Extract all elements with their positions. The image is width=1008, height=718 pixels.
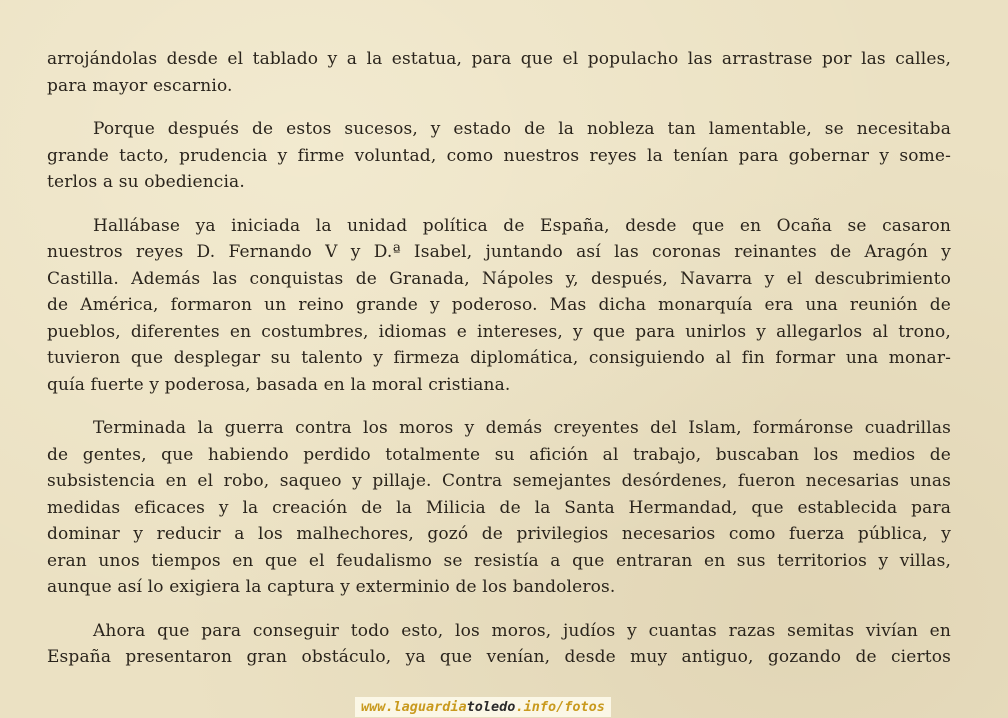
- watermark-part-1: www.laguardia: [361, 699, 467, 715]
- text-line: para mayor escarnio.: [47, 75, 233, 96]
- text-line: terlos a su obediencia.: [47, 172, 245, 192]
- text-line: Ahora que para conseguir todo esto, los moros, judíos y cuantas razas semitas vivían en: [93, 620, 951, 641]
- paragraph: [47, 618, 951, 671]
- text-line: aunque así lo exigiera la captura y exterminio de los bandoleros.: [47, 577, 616, 597]
- text-line: eran unos tiempos en que el feudalismo se resistía a que entraran en sus territorios y villas,: [47, 550, 951, 571]
- watermark: [355, 697, 611, 717]
- watermark-part-2: toledo: [466, 699, 516, 715]
- text-line: nuestros reyes D. Fernando V y D.ª Isabel, juntando así las coronas reinantes de Aragón y: [47, 242, 951, 262]
- text-line: Terminada la guerra contra los moros y demás creyentes del Islam, formáronse cuadrillas: [93, 418, 951, 438]
- text-line: quía fuerte y poderosa, basada en la moral cristiana.: [47, 374, 511, 395]
- text-line: Castilla. Además las conquistas de Granada, Nápoles y, después, Navarra y el descubrimiento: [47, 268, 951, 289]
- text-line: pueblos, diferentes en costumbres, idiomas e intereses, y que para unirlos y allegarlos al trono,: [47, 321, 951, 342]
- paragraph: [47, 415, 951, 601]
- text-line: España presentaron gran obstáculo, ya que venían, desde muy antiguo, gozando de ciertos: [47, 647, 951, 667]
- watermark-part-3: .info/fotos: [515, 699, 605, 715]
- text-line: subsistencia en el robo, saqueo y pillaje. Contra semejantes desórdenes, fueron necesarias unas: [47, 471, 951, 491]
- text-line: Porque después de estos sucesos, y estado de la nobleza tan lamentable, se necesitaba: [93, 119, 951, 139]
- text-line: Hallábase ya iniciada la unidad política de España, desde que en Ocaña se casaron: [93, 215, 951, 236]
- text-line: arrojándolas desde el tablado y a la estatua, para que el populacho las arrastrase por las calles,: [47, 49, 951, 69]
- text-line: tuvieron que desplegar su talento y firmeza diplomática, consiguiendo al fin formar una monar-: [47, 348, 951, 368]
- document-body: [47, 46, 951, 688]
- text-line: medidas eficaces y la creación de la Milicia de la Santa Hermandad, que establecida para: [47, 497, 951, 518]
- paragraph: [47, 116, 951, 196]
- text-line: dominar y reducir a los malhechores, gozó de privilegios necesarios como fuerza pública, y: [47, 524, 951, 544]
- paragraph: [47, 46, 951, 99]
- text-line: de América, formaron un reino grande y poderoso. Mas dicha monarquía era una reunión de: [47, 295, 951, 315]
- text-line: de gentes, que habiendo perdido totalmente su afición al trabajo, buscaban los medios de: [47, 444, 951, 465]
- text-line: grande tacto, prudencia y firme voluntad, como nuestros reyes la tenían para gobernar y some-: [47, 145, 951, 166]
- paragraph: [47, 213, 951, 399]
